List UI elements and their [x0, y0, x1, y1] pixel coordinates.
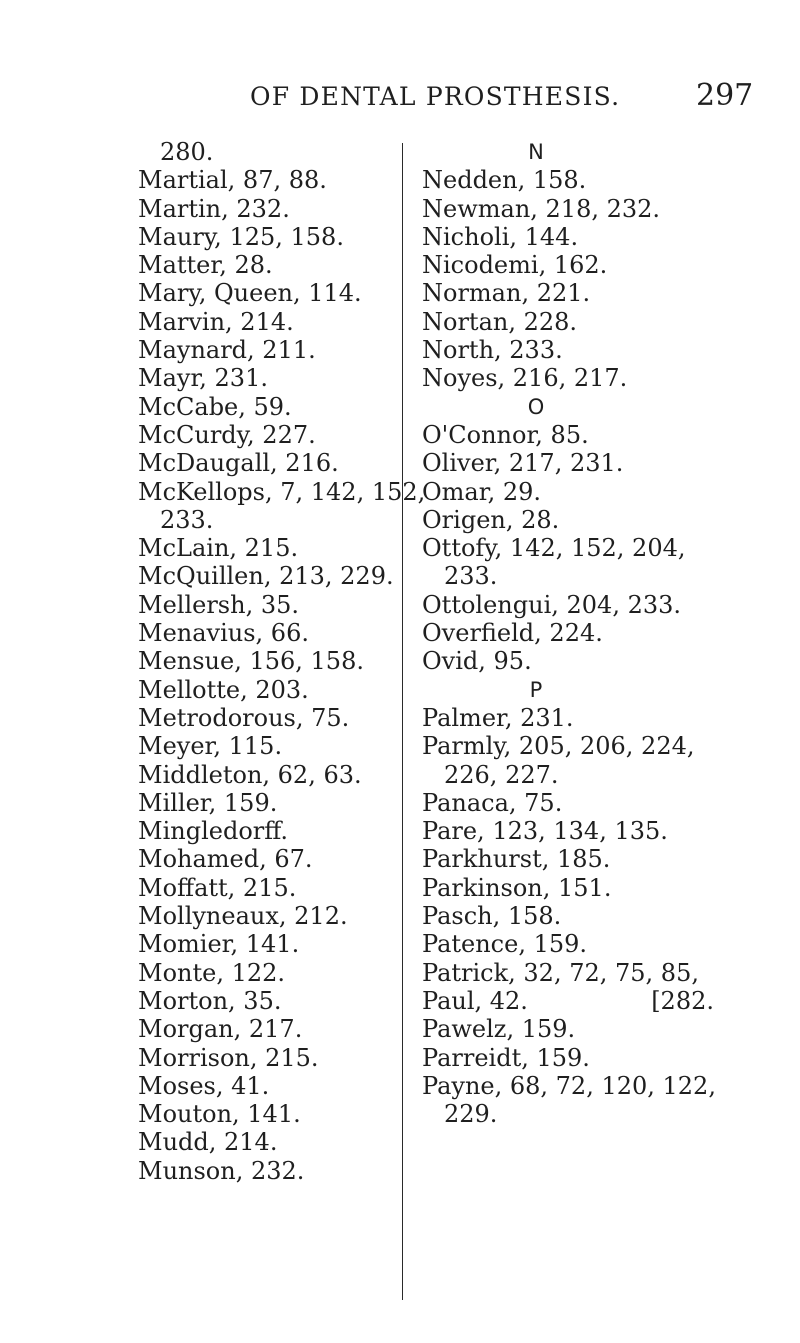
index-entry-text: Pawelz, 159.	[422, 1015, 576, 1044]
index-entry-text: Nortan, 228.	[422, 307, 578, 336]
index-entry	[138, 223, 398, 251]
index-entry-text: Morrison, 215.	[138, 1043, 319, 1072]
index-entry	[138, 534, 398, 562]
index-entry	[138, 987, 398, 1015]
index-entry-continuation	[422, 562, 722, 590]
column-divider	[402, 143, 403, 1300]
index-entry-text: Mary, Queen, 114.	[138, 279, 362, 308]
index-entry-text: Overfield, 224.	[422, 619, 603, 648]
section-letter	[422, 138, 722, 166]
index-entry-text: Norman, 221.	[422, 279, 591, 308]
index-entry-text: 233.	[160, 505, 214, 534]
index-entry	[422, 534, 722, 562]
index-entry-text: Omar, 29.	[422, 477, 542, 506]
index-entry	[138, 874, 398, 902]
index-entry-text: McLain, 215.	[138, 534, 299, 563]
index-entry-text: Nicodemi, 162.	[422, 251, 608, 280]
index-entry-text: Paul, 42.	[422, 986, 528, 1015]
index-entry-text: Parkhurst, 185.	[422, 845, 611, 874]
index-entry-text: Middleton, 62, 63.	[138, 760, 362, 789]
index-entry-text: Moses, 41.	[138, 1071, 270, 1100]
index-entry-text: 233.	[444, 562, 498, 591]
index-entry	[422, 506, 722, 534]
index-entry-text: Mellotte, 203.	[138, 675, 309, 704]
index-entry-text: Monte, 122.	[138, 958, 286, 987]
index-entry	[422, 195, 722, 223]
index-entry	[422, 1015, 722, 1043]
index-entry-text: 226, 227.	[444, 760, 559, 789]
index-entry	[138, 279, 398, 307]
index-entry-text: Martial, 87, 88.	[138, 166, 327, 195]
index-entry-text: O'Connor, 85.	[422, 420, 589, 449]
index-entry-text: Palmer, 231.	[422, 703, 574, 732]
index-entry-text: Parreidt, 159.	[422, 1043, 590, 1072]
index-entry-text: Pasch, 158.	[422, 902, 562, 931]
index-entry-text: Marvin, 214.	[138, 307, 294, 336]
index-entry	[138, 789, 398, 817]
index-entry	[138, 817, 398, 845]
index-entry	[138, 845, 398, 873]
section-letter	[422, 676, 722, 704]
index-entry-text: Menavius, 66.	[138, 619, 309, 648]
index-entry-text: Payne, 68, 72, 120, 122,	[422, 1071, 716, 1100]
index-entry-text: Ovid, 95.	[422, 647, 532, 676]
index-entry-text: Momier, 141.	[138, 930, 300, 959]
index-entry	[422, 987, 722, 1015]
index-entry-text: Newman, 218, 232.	[422, 194, 661, 223]
index-entry-text: Moffatt, 215.	[138, 873, 297, 902]
index-entry-text: Oliver, 217, 231.	[422, 449, 624, 478]
index-entry-text: Ottolengui, 204, 233.	[422, 590, 682, 619]
index-entry-text: Parkinson, 151.	[422, 873, 612, 902]
index-entry-text: Origen, 28.	[422, 505, 560, 534]
index-entry-text: Nicholi, 144.	[422, 222, 579, 251]
index-entry-text: Morgan, 217.	[138, 1015, 303, 1044]
index-entry	[138, 1157, 398, 1185]
index-entry	[138, 195, 398, 223]
index-entry	[138, 562, 398, 590]
index-entry	[138, 393, 398, 421]
index-entry	[138, 449, 398, 477]
index-column-right	[422, 138, 722, 1128]
index-entry	[422, 732, 722, 760]
index-entry-continuation	[138, 138, 398, 166]
index-entry-text: McCabe, 59.	[138, 392, 292, 421]
index-entry	[422, 591, 722, 619]
index-entry	[422, 1072, 722, 1100]
index-entry	[138, 704, 398, 732]
index-entry	[138, 1100, 398, 1128]
index-entry-text: McDaugall, 216.	[138, 449, 339, 478]
index-entry	[138, 364, 398, 392]
index-entry-text: Mayr, 231.	[138, 364, 268, 393]
index-entry	[138, 1128, 398, 1156]
index-entry-text: Miller, 159.	[138, 788, 278, 817]
index-entry	[422, 845, 722, 873]
index-column-left	[138, 138, 426, 1185]
index-entry	[422, 336, 722, 364]
index-entry-text: Patrick, 32, 72, 75, 85,	[422, 958, 699, 987]
index-entry-text: Patence, 159.	[422, 930, 588, 959]
index-entry	[422, 704, 722, 732]
index-entry-text: Martin, 232.	[138, 194, 290, 223]
index-entry-text: Pare, 123, 134, 135.	[422, 817, 668, 846]
index-entry-text: 280.	[160, 138, 214, 166]
index-entry-text: Mollyneaux, 212.	[138, 902, 348, 931]
index-entry	[422, 364, 722, 392]
index-entry	[422, 789, 722, 817]
index-entry	[138, 1072, 398, 1100]
index-entry-continuation	[422, 761, 722, 789]
index-entry-text: McQuillen, 213, 229.	[138, 562, 394, 591]
index-entry-text: O	[527, 394, 545, 419]
index-entry	[422, 449, 722, 477]
index-entry	[138, 902, 398, 930]
index-entry	[138, 251, 398, 279]
index-entry	[138, 959, 398, 987]
section-letter	[422, 393, 722, 421]
index-entry	[422, 930, 722, 958]
index-entry-text: McCurdy, 227.	[138, 420, 316, 449]
index-entry	[138, 761, 398, 789]
index-entry	[138, 676, 398, 704]
index-entry	[138, 336, 398, 364]
index-entry-text: Ottofy, 142, 152, 204,	[422, 534, 686, 563]
index-entry	[138, 166, 398, 194]
index-entry	[138, 619, 398, 647]
index-entry	[422, 166, 722, 194]
index-entry-text: P	[529, 677, 543, 702]
index-entry-text: Metrodorous, 75.	[138, 703, 350, 732]
index-entry	[422, 279, 722, 307]
index-entry-text: Noyes, 216, 217.	[422, 364, 628, 393]
catchword: [282.	[651, 986, 714, 1015]
index-entry	[138, 647, 398, 675]
index-entry	[138, 591, 398, 619]
index-entry-text: Mensue, 156, 158.	[138, 647, 364, 676]
index-entry-text: McKellops, 7, 142, 152,	[138, 477, 426, 506]
index-entry-text: Nedden, 158.	[422, 166, 587, 195]
index-entry-text: Mellersh, 35.	[138, 590, 300, 619]
index-entry-text: Munson, 232.	[138, 1156, 305, 1185]
index-entry	[138, 421, 398, 449]
index-entry	[138, 308, 398, 336]
index-entry-text: Parmly, 205, 206, 224,	[422, 732, 695, 761]
index-entry	[138, 930, 398, 958]
index-entry	[422, 421, 722, 449]
index-entry-text: Maury, 125, 158.	[138, 222, 344, 251]
index-entry-text: Panaca, 75.	[422, 788, 563, 817]
index-entry-text: Morton, 35.	[138, 986, 282, 1015]
index-entry	[422, 647, 722, 675]
index-entry-text: North, 233.	[422, 336, 563, 365]
index-entry	[422, 959, 722, 987]
index-entry-text: Meyer, 115.	[138, 732, 283, 761]
index-entry	[138, 732, 398, 760]
index-entry	[422, 478, 722, 506]
index-entry	[422, 817, 722, 845]
index-entry-text: Mingledorff.	[138, 817, 289, 846]
index-entry-text: N	[528, 140, 544, 164]
index-entry	[422, 308, 722, 336]
index-entry-continuation	[138, 506, 398, 534]
index-entry-text: Matter, 28.	[138, 251, 273, 280]
index-entry-text: Mudd, 214.	[138, 1128, 278, 1157]
index-entry	[422, 619, 722, 647]
index-entry	[422, 1044, 722, 1072]
index-entry-continuation	[422, 1100, 722, 1128]
index-entry	[422, 251, 722, 279]
index-entry	[422, 902, 722, 930]
index-entry-text: Mohamed, 67.	[138, 845, 313, 874]
index-entry-text: Maynard, 211.	[138, 336, 316, 365]
index-entry	[138, 1044, 398, 1072]
index-entry-text: Mouton, 141.	[138, 1100, 301, 1129]
index-entry-text: 229.	[444, 1100, 498, 1129]
index-entry	[138, 477, 426, 506]
index-entry	[422, 874, 722, 902]
running-head: OF DENTAL PROSTHESIS.	[250, 82, 621, 111]
index-entry	[422, 223, 722, 251]
page-number: 297	[696, 78, 754, 113]
index-entry	[138, 1015, 398, 1043]
